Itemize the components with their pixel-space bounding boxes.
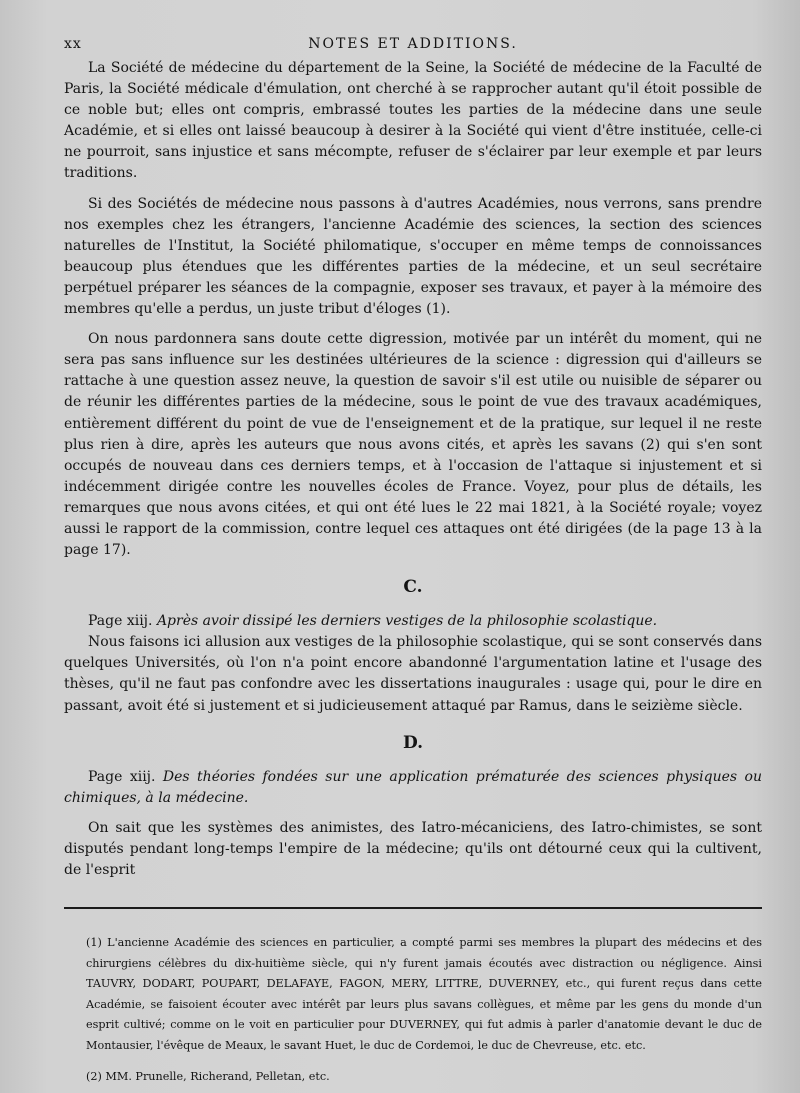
section-letter-c: C. [403,577,423,598]
main-text [64,58,762,881]
page-reference: Page xiij. [88,613,153,630]
footnote-2: (2) MM. Prunelle, Richerand, Pelletan, etc. [86,1069,330,1083]
section-letter-d: D. [402,732,424,753]
running-header [64,36,762,58]
paragraph-academies: Si des Sociétés de médecine nous passons à d'autres Académies, nous verrons, sans prendre nos exemples chez les étrangers, l'ancienne Académie des sciences, la section des sciences naturelles de l'Institut, la Société philomatique, s'occuper en même temps de connoissances beaucoup plus étendues que les différentes parties de la médecine, et un seul secrétaire perpétuel préparer les séances de la compagnie, exposer ses travaux, et payer à la mémoire des membres qu'elle a perdus, un juste tribut d'éloges (1). [64,195,762,318]
section-c-text: Nous faisons ici allusion aux vestiges de la philosophie scolastique, qui se sont conservés dans quelques Universités, où l'on n'a point encore abandonné l'argumentation latine et l'usage des thèses, qu'il ne faut pas confondre avec les dissertations inaugurales : usage qui, pour le dire en passant, avoit été si justement et si judicieusement attaqué par Ramus, dans le seizième siècle. [64,634,762,714]
running-title: NOTES ET ADDITIONS. [308,36,518,52]
section-c-reference [64,611,762,632]
quoted-passage: Des théories fondées sur une application prématurée des sciences physiques ou chimiques, à la médecine. [64,768,762,806]
page-number: xx [64,36,82,52]
footnotes [64,933,762,1087]
page-reference: Page xiij. [88,768,156,785]
footnote-rule [64,907,762,909]
section-d-text: On sait que les systèmes des animistes, des Iatro-mécaniciens, des Iatro-chimistes, se sont disputés pendant long-temps l'empire de la médecine; qu'ils ont détourné ceux qui la cultivent, de l'esprit [64,819,762,878]
paragraph-digression: On nous pardonnera sans doute cette digression, motivée par un intérêt du moment, qui ne sera pas sans influence sur les destinées ultérieures de la science : digression qui d'ailleurs se rattache à une question assez neuve, la question de savoir s'il est utile ou nuisible de séparer ou de réunir les différentes parties de la médecine, sous le point de vue des travaux académiques, entièrement différent du point de vue de l'enseignement et de la pratique, sur lequel il ne reste plus rien à dire, après les auteurs que nous avons cités, et après les savans (2) qui s'en sont occupés de nouveau dans ces derniers temps, et à l'occasion de l'attaque si injustement et si indécemment dirigée contre les nouvelles écoles de France. Voyez, pour plus de détails, les remarques que nous avons citées, et qui ont été lues le 22 mai 1821, à la Société royale; voyez aussi le rapport de la commission, contre lequel ces attaques ont été dirigées (de la page 13 à la page 17). [64,331,762,559]
quoted-passage: Après avoir dissipé les derniers vestiges de la philosophie scolastique. [156,613,658,630]
section-d-reference [64,767,762,809]
footnote-1: (1) L'ancienne Académie des sciences en particulier, a compté parmi ses membres la plupart des médecins et des chirurgiens célèbres du dix-huitième siècle, qui n'y furent jamais écoutés avec distraction ou négligence. Ainsi TAUVRY, DODART, POUPART, DELAFAYE, FAGON, MERY, LITTRE, DUVERNEY, etc., qui furent reçus dans cette Académie, se faisoient écouter avec intérêt par leurs plus savans collègues, et même par les gens du monde d'un esprit cultivé; comme on le voit en particulier pour DUVERNEY, qui fut admis à parler d'anatomie devant le duc de Montausier, l'évêque de Meaux, le savant Huet, le duc de Cordemoi, le duc de Chevreuse, etc. etc. [86,936,762,1053]
paragraph-societies: La Société de médecine du département de la Seine, la Société de médecine de la Faculté de Paris, la Société médicale d'émulation, ont cherché à se rapprocher autant qu'il étoit possible de ce noble but; elles ont compris, embrassé toutes les parties de la médecine dans une seule Académie, et si elles ont laissé beaucoup à desirer à la Société qui vient d'être instituée, celle-ci ne pourroit, sans injustice et sans mécompte, refuser de s'éclairer par leur exemple et par leurs traditions. [64,60,762,182]
